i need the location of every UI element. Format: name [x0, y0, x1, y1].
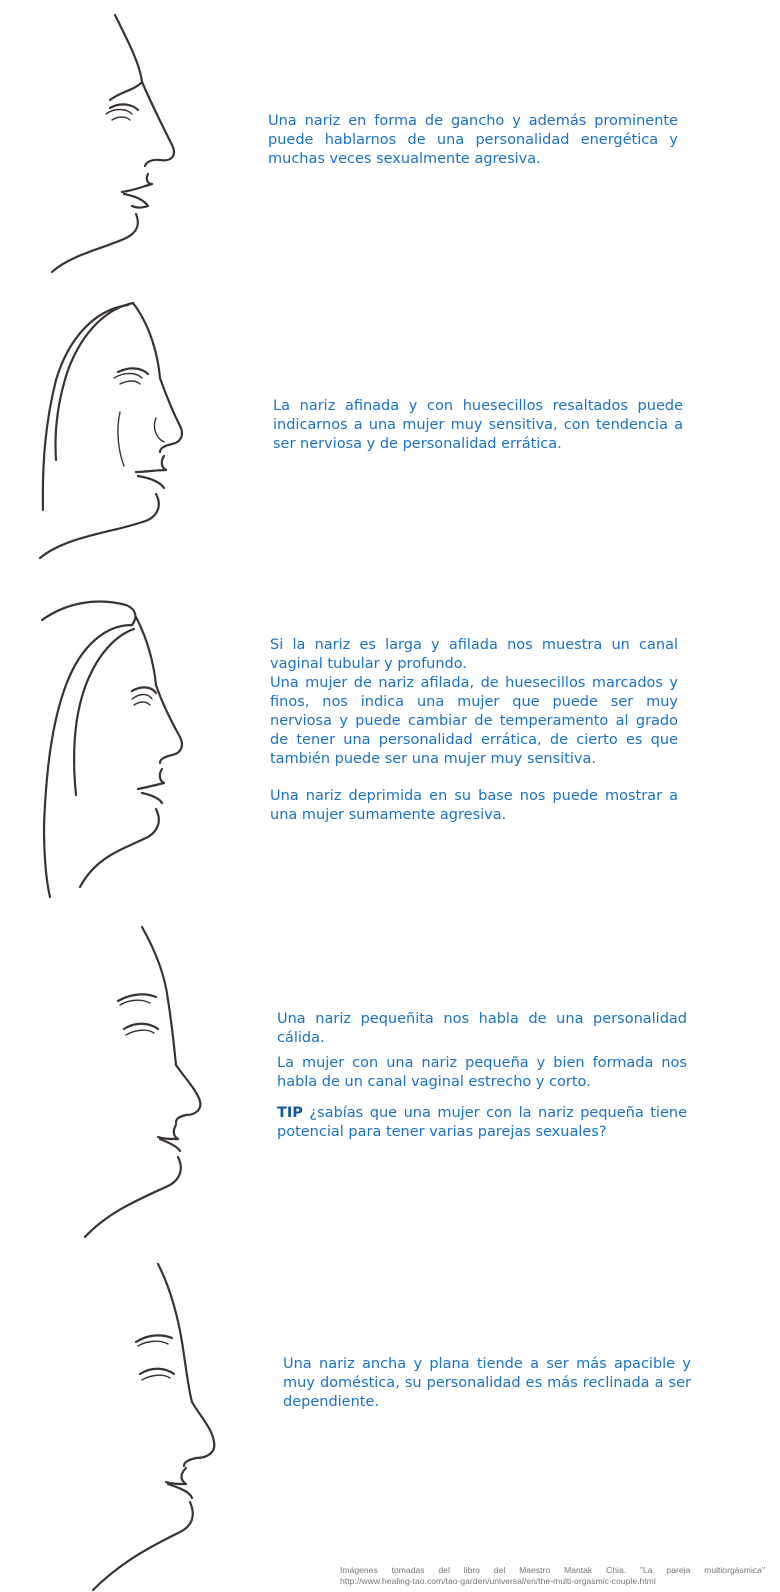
credits-url[interactable]: http://www.healing-tao.com/tao-garden/universal/en/the-multi-orgasmic-couple.html [340, 1576, 656, 1586]
tip-label: TIP [277, 1105, 303, 1121]
section-3-paragraph-3: Una nariz deprimida en su base nos puede mostrar a una mujer sumamente agresiva. [270, 788, 678, 823]
section-5-paragraph: Una nariz ancha y plana tiende a ser más apacible y muy doméstica, su personalidad es más reclinada a ser dependiente. [283, 1356, 691, 1410]
section-1-text [268, 112, 678, 169]
face-profile-long-sharp-nose [36, 595, 196, 900]
section-4-paragraph-1: Una nariz pequeñita nos habla de una personalidad cálida. [277, 1011, 687, 1046]
credits-source: Imágenes tomadas del libro del Maestro Mantak Chia. "La pareja multiorgásmica" [340, 1565, 765, 1575]
tip-text: ¿sabías que una mujer con la nariz pequeña tiene potencial para tener varias parejas sexuales? [277, 1105, 687, 1140]
section-3-paragraph-2: Una mujer de nariz afilada, de huesecillos marcados y finos, nos indica una mujer que puede ser muy nerviosa y puede cambiar de temperamento al grado de tener una personalidad errática, de cierto es que también puede ser una mujer muy sensitiva. [270, 675, 678, 767]
section-2-paragraph: La nariz afinada y con huesecillos resaltados puede indicarnos a una mujer muy sensitiva, con tendencia a ser nerviosa y de personalidad errática. [273, 398, 683, 452]
section-2-text [273, 397, 683, 454]
section-3-text [270, 636, 678, 825]
face-profile-small-nose [80, 925, 220, 1240]
section-4-tip [277, 1104, 687, 1142]
face-profile-refined-nose [38, 300, 198, 560]
section-5-text [283, 1355, 691, 1412]
section-4-text [277, 1010, 687, 1142]
section-3-paragraph-1: Si la nariz es larga y afilada nos muestra un canal vaginal tubular y profundo. [270, 637, 678, 672]
section-1-paragraph: Una nariz en forma de gancho y además prominente puede hablarnos de una personalidad energética y muchas veces sexualmente agresiva. [268, 113, 678, 167]
image-credits [340, 1565, 765, 1587]
face-profile-wide-flat-nose [88, 1262, 228, 1592]
section-4-paragraph-2: La mujer con una nariz pequeña y bien formada nos habla de un canal vaginal estrecho y corto. [277, 1055, 687, 1090]
face-profile-hooked-nose [40, 10, 190, 275]
